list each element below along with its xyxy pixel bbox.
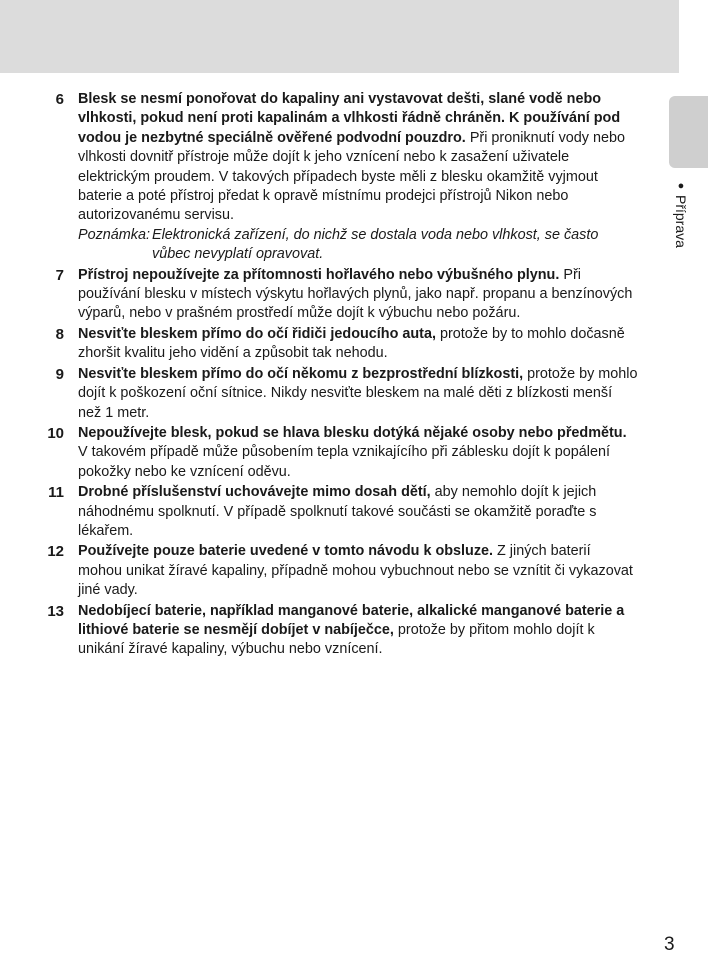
list-item xyxy=(38,483,638,541)
item-number: 8 xyxy=(55,325,64,343)
list-item xyxy=(38,90,638,265)
item-number: 13 xyxy=(47,602,64,620)
item-heading: Drobné příslušenství uchovávejte mimo dosah dětí, xyxy=(78,484,431,501)
item-text: aby nemohlo dojít k jejich náhodnému spolknutí. V případě spolknutí takové součásti se okamžitě poraďte s lékařem. xyxy=(78,484,597,539)
list-item xyxy=(38,325,638,364)
note-label: Poznámka: xyxy=(78,226,150,243)
item-text: protože by přitom mohlo dojít k unikání žíravé kapaliny, výbuchu nebo vznícení. xyxy=(78,621,595,658)
item-text: protože by mohlo dojít k poškození oční sítnice. Nikdy nesviťte bleskem na malé děti z blízkosti menší než 1 metr. xyxy=(78,365,638,421)
item-heading: Přístroj nepoužívejte za přítomnosti hořlavého nebo výbušného plynu. xyxy=(78,266,560,283)
item-text: Z jiných baterií mohou unikat žíravé kapaliny, případně mohou vybuchnout nebo se vznítit či vykazovat jiné vady. xyxy=(78,543,633,599)
section-tab xyxy=(669,96,708,168)
item-text: Při používání blesku v místech výskytu hořlavých plynů, jako např. propanu a benzínových výparů, nebo v prašném prostředí může dojít k výbuchu nebo požáru. xyxy=(78,266,633,322)
safety-list xyxy=(38,90,638,661)
item-text: V takovém případě může působením tepla vznikajícího při záblesku dojít k popálení pokožky nebo ke vznícení oděvu. xyxy=(78,444,610,480)
note-text: Elektronická zařízení, do nichž se dostala voda nebo vlhkost, se často vůbec nevyplatí opravovat. xyxy=(152,226,599,263)
item-number: 6 xyxy=(55,91,64,108)
item-number: 10 xyxy=(47,424,64,442)
item-heading: Blesk se nesmí ponořovat do kapaliny ani vystavovat dešti, slané vodě nebo vlhkosti, pokud není proti kapalinám a vlhkosti řádně chráněn. K používání pod vodou je nezbytné speciálně ověřené podvodní pouzdro. xyxy=(78,91,621,146)
list-item xyxy=(38,602,638,660)
item-heading: Nedobíjecí baterie, například manganové baterie, alkalické manganové baterie a lithiové baterie se nesmějí dobíjet v nabíječce, xyxy=(78,602,625,638)
page-number: 3 xyxy=(664,934,675,955)
item-number: 7 xyxy=(55,266,64,284)
item-heading: Používejte pouze baterie uvedené v tomto návodu k obsluze. xyxy=(78,543,494,560)
item-text: protože by to mohlo dočasně zhoršit kvalitu jeho vidění a způsobit tak nehodu. xyxy=(78,325,625,362)
item-heading: Nesviťte bleskem přímo do očí řidiči jedoucího auta, xyxy=(78,325,436,342)
item-number: 12 xyxy=(47,543,64,561)
list-item xyxy=(38,266,638,324)
item-text: Při proniknutí vody nebo vlhkosti dovnitř přístroje může dojít k jeho vznícení nebo k zasažení uživatele elektrickým proudem. V takových případech byste měli z blesku okamžitě vyjmout baterie a poté přístroj předat k opravě místnímu prodejci přístrojů Nikon nebo autorizovanému servisu. xyxy=(78,129,626,224)
item-note xyxy=(78,226,638,265)
section-bullet-icon: ● xyxy=(675,180,687,192)
item-number: 9 xyxy=(55,365,64,383)
item-heading: Nesviťte bleskem přímo do očí někomu z bezprostřední blízkosti, xyxy=(78,365,524,382)
list-item xyxy=(38,424,638,482)
header-band xyxy=(0,0,679,73)
section-label xyxy=(673,180,703,270)
item-number: 11 xyxy=(48,484,64,502)
list-item xyxy=(38,542,638,600)
list-item xyxy=(38,365,638,423)
section-label-text: Příprava xyxy=(673,195,689,248)
item-heading: Nepoužívejte blesk, pokud se hlava blesku dotýká nějaké osoby nebo předmětu. xyxy=(78,424,627,441)
